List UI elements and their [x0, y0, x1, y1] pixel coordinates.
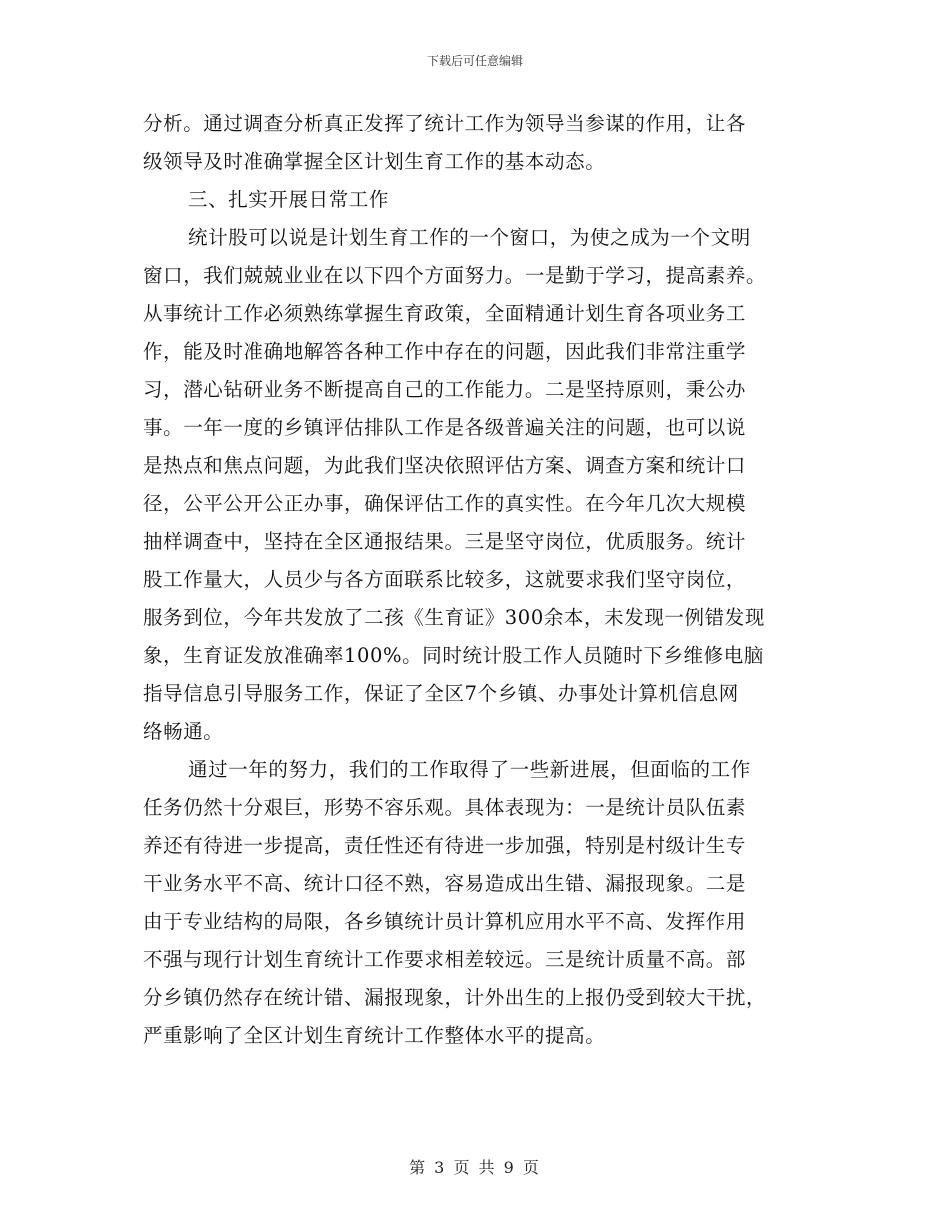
body-line: 络畅通。	[143, 720, 224, 743]
body-line: 指导信息引导服务工作，保证了全区7个乡镇、办事处计算机信息网	[143, 682, 739, 705]
body-line: 径，公平公开公正办事，确保评估工作的真实性。在今年几次大规模	[143, 492, 747, 515]
body-line: 不强与现行计划生育统计工作要求相差较远。三是统计质量不高。部	[143, 948, 747, 971]
body-line: 分析。通过调查分析真正发挥了统计工作为领导当参谋的作用，让各	[143, 112, 747, 135]
body-line: 级领导及时准确掌握全区计划生育工作的基本动态。	[143, 150, 606, 173]
body-line: 从事统计工作必须熟练掌握生育政策，全面精通计划生育各项业务工	[143, 302, 747, 325]
body-line: 养还有待进一步提高，责任性还有待进一步加强，特别是村级计生专	[143, 834, 747, 857]
body-line: 干业务水平不高、统计口径不熟，容易造成出生错、漏报现象。二是	[143, 872, 747, 895]
body-line: 分乡镇仍然存在统计错、漏报现象，计外出生的上报仍受到较大干扰，	[143, 986, 767, 1009]
page-number: 第 3 页 共 9 页	[409, 1158, 541, 1177]
body-line: 是热点和焦点问题，为此我们坚决依照评估方案、调查方案和统计口	[143, 454, 747, 477]
section-heading: 三、扎实开展日常工作	[188, 188, 390, 211]
body-line: 由于专业结构的局限，各乡镇统计员计算机应用水平不高、发挥作用	[143, 910, 747, 933]
body-line: 任务仍然十分艰巨，形势不容乐观。具体表现为：一是统计员队伍素	[143, 796, 747, 819]
body-line: 股工作量大，人员少与各方面联系比较多，这就要求我们坚守岗位，	[143, 568, 747, 591]
body-line: 事。一年一度的乡镇评估排队工作是各级普遍关注的问题，也可以说	[143, 416, 747, 439]
body-line: 服务到位，今年共发放了二孩《生育证》300余本，未发现一例错发现	[143, 606, 765, 629]
body-line: 严重影响了全区计划生育统计工作整体水平的提高。	[143, 1024, 606, 1047]
body-line: 窗口，我们兢兢业业在以下四个方面努力。一是勤于学习，提高素养。	[143, 264, 767, 287]
body-line: 作，能及时准确地解答各种工作中存在的问题，因此我们非常注重学	[143, 340, 747, 363]
paragraph-first-line: 统计股可以说是计划生育工作的一个窗口，为使之成为一个文明	[188, 226, 751, 249]
body-line: 象，生育证发放准确率100%。同时统计股工作人员随时下乡维修电脑	[143, 644, 764, 667]
page-header: 下载后可任意编辑	[426, 54, 523, 68]
body-line: 抽样调查中，坚持在全区通报结果。三是坚守岗位，优质服务。统计	[143, 530, 747, 553]
paragraph-first-line: 通过一年的努力，我们的工作取得了一些新进展，但面临的工作	[188, 758, 751, 781]
body-line: 习，潜心钻研业务不断提高自己的工作能力。二是坚持原则，秉公办	[143, 378, 747, 401]
